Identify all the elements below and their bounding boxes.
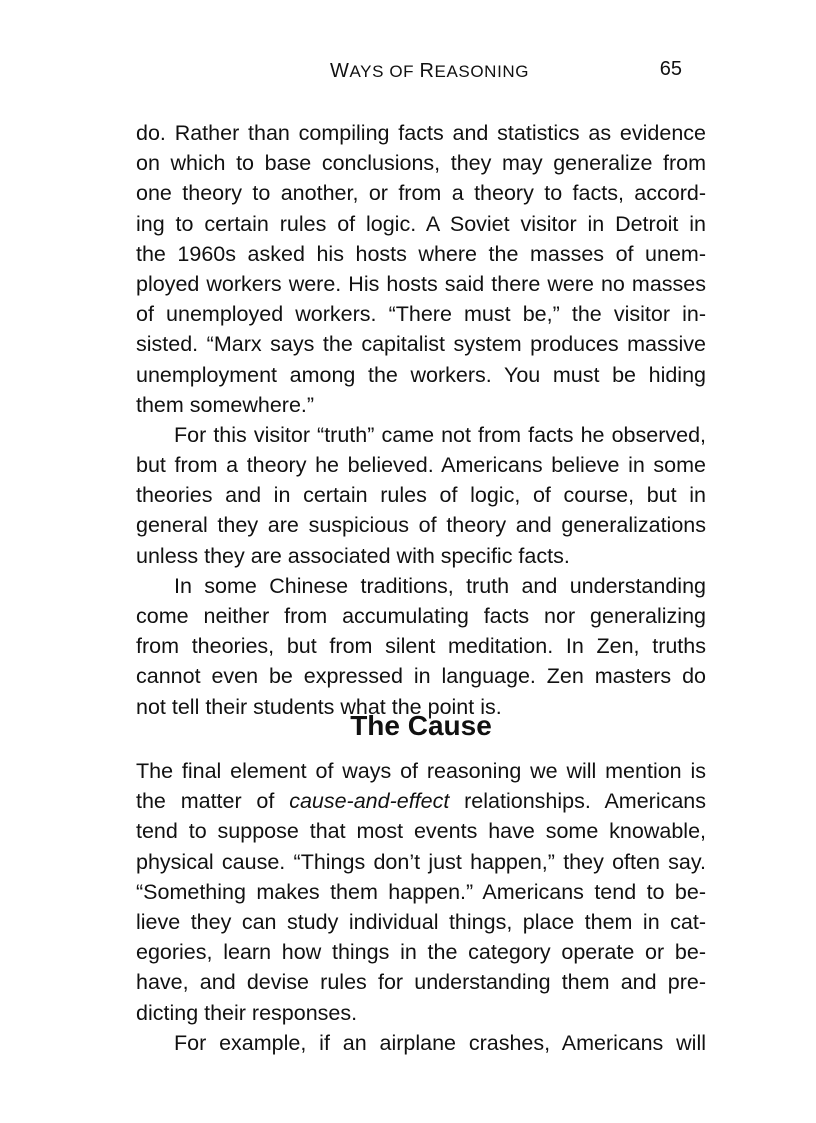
running-title-initial-r: R xyxy=(419,60,435,82)
text-line: ing to certain rules of logic. A Soviet visitor in Detroit in xyxy=(136,211,706,236)
text-line: egories, learn how things in the category operate or be- xyxy=(136,940,706,965)
text-line: sisted. “Marx says the capitalist system produces massive xyxy=(136,332,706,357)
text-line: cannot even be expressed in language. Zen masters do xyxy=(136,664,706,689)
text-line: them somewhere.” xyxy=(136,392,315,417)
text-line: “Something makes them happen.” Americans tend to be- xyxy=(136,879,706,904)
text-line: do. Rather than compiling facts and statistics as evidence xyxy=(136,121,706,145)
text-line: dicting their responses. xyxy=(136,1000,358,1025)
text-line: from theories, but from silent meditation. In Zen, truths xyxy=(136,634,706,659)
running-head xyxy=(136,58,706,88)
text-line: For example, if an airplane crashes, Americans will xyxy=(174,1030,706,1055)
page-number: 65 xyxy=(659,58,682,80)
text-line: not tell their students what the point is. xyxy=(136,694,502,719)
text-line: lieve they can study individual things, place them in cat- xyxy=(136,909,706,934)
running-title-part-ays: AYS OF xyxy=(349,62,420,81)
emphasized-term: cause-and-effect xyxy=(289,789,450,814)
body-text xyxy=(136,118,706,722)
text-line: but from a theory he believed. Americans believe in some xyxy=(136,453,706,478)
section-heading: The Cause xyxy=(350,710,492,741)
text-line: For this visitor “truth” came not from facts he observed, xyxy=(174,422,706,447)
text-line: The final element of ways of reasoning we will mention is xyxy=(136,759,706,783)
text-line-with-emphasis xyxy=(136,786,706,816)
text-line: physical cause. “Things don’t just happen,” they often say. xyxy=(136,849,706,874)
text-line: unemployment among the workers. You must be hiding xyxy=(136,362,706,387)
text-line: one theory to another, or from a theory to facts, accord- xyxy=(136,181,706,206)
running-title-initial-w: W xyxy=(330,60,350,82)
text-line: on which to base conclusions, they may generalize from xyxy=(136,151,706,176)
text-line: have, and devise rules for understanding them and pre- xyxy=(136,970,706,995)
text-line: theories and in certain rules of logic, of course, but in xyxy=(136,483,706,508)
text-line: of unemployed workers. “There must be,” the visitor in- xyxy=(136,302,706,327)
text-line: the 1960s asked his hosts where the masses of unem- xyxy=(136,241,706,266)
text-line: unless they are associated with specific facts. xyxy=(136,543,570,568)
running-title-part-easoning: EASONING xyxy=(434,62,530,81)
text-fragment: the matter of xyxy=(136,789,290,814)
text-line: come neither from accumulating facts nor generalizing xyxy=(136,604,706,628)
text-line: general they are suspicious of theory and generalizations xyxy=(136,513,706,538)
section-text xyxy=(136,756,706,1058)
text-line: tend to suppose that most events have some knowable, xyxy=(136,819,706,844)
text-fragment: relationships. Americans xyxy=(449,789,707,814)
text-line: In some Chinese traditions, truth and understanding xyxy=(174,573,706,598)
running-title xyxy=(330,60,529,83)
text-line: ployed workers were. His hosts said there were no masses xyxy=(136,271,706,296)
